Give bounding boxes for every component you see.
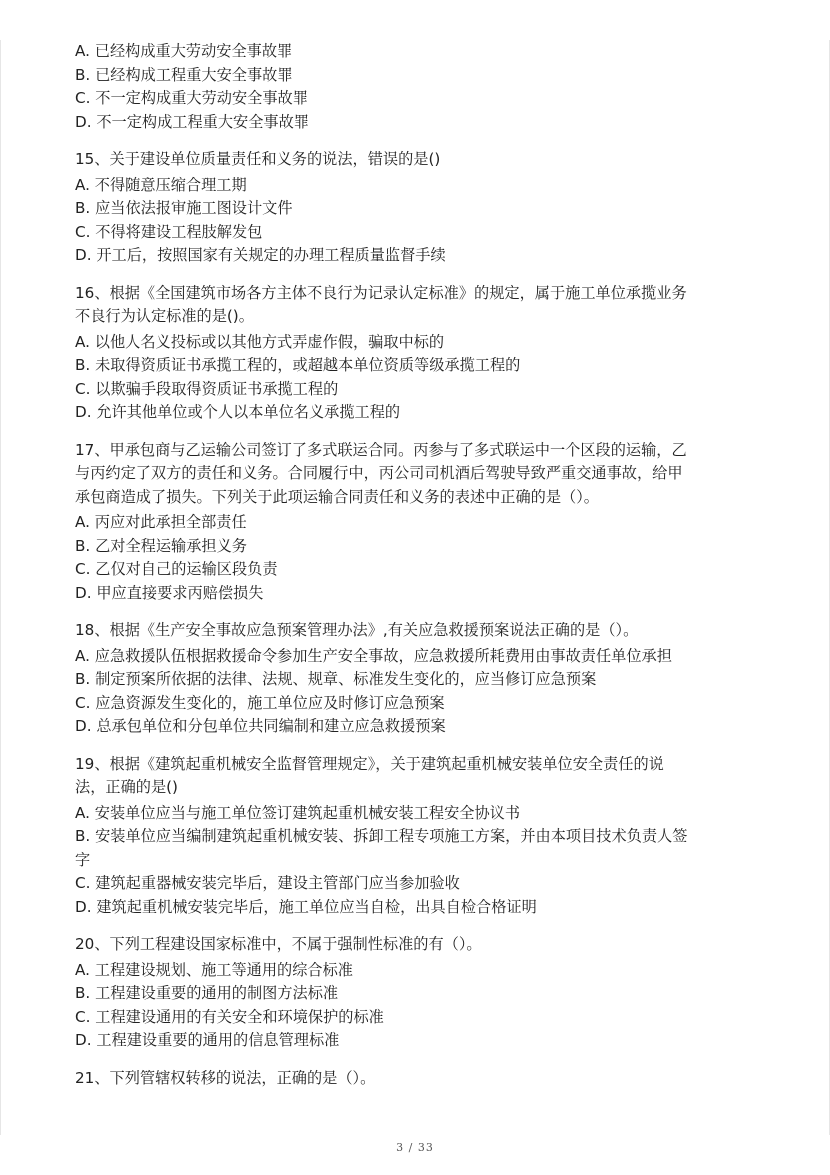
question-stem-line: 承包商造成了损失。下列关于此项运输合同责任和义务的表述中正确的是（）。 xyxy=(75,487,599,506)
option-b: B. 应当依法报审施工图设计文件 xyxy=(75,199,293,217)
option-b-continued: 字 xyxy=(75,850,91,869)
option-b: B. 未取得资质证书承揽工程的，或超越本单位资质等级承揽工程的 xyxy=(75,356,521,374)
option-b: B. 乙对全程运输承担义务 xyxy=(75,536,247,555)
option-d: D. 不一定构成工程重大安全事故罪 xyxy=(75,112,309,131)
question-stem-line: 16、根据《全国建筑市场各方主体不良行为记录认定标准》的规定，属于施工单位承揽业务 xyxy=(75,283,687,302)
question-stem: 21、下列管辖权转移的说法，正确的是（）。 xyxy=(75,1068,376,1087)
page-content xyxy=(75,40,765,1092)
option-b: B. 已经构成工程重大安全事故罪 xyxy=(75,65,293,84)
question-21 xyxy=(75,1067,765,1091)
question-20 xyxy=(75,933,765,1053)
option-c: C. 以欺骗手段取得资质证书承揽工程的 xyxy=(75,379,339,398)
question-16 xyxy=(75,282,765,425)
option-a: A. 不得随意压缩合理工期 xyxy=(75,175,247,194)
option-c: C. 乙仅对自己的运输区段负责 xyxy=(75,560,278,578)
question-15 xyxy=(75,148,765,268)
page-indicator: 3 / 33 xyxy=(396,1141,434,1154)
option-a: A. 丙应对此承担全部责任 xyxy=(75,513,247,531)
question-stem-line: 与丙约定了双方的责任和义务。合同履行中，丙公司司机酒后驾驶导致严重交通事故，给甲 xyxy=(75,464,683,482)
question-19 xyxy=(75,753,765,920)
option-c: C. 应急资源发生变化的，施工单位应及时修订应急预案 xyxy=(75,693,445,712)
question-18 xyxy=(75,619,765,739)
option-a: A. 工程建设规划、施工等通用的综合标准 xyxy=(75,960,353,979)
option-c: C. 不一定构成重大劳动安全事故罪 xyxy=(75,89,308,107)
option-a: A. 以他人名义投标或以其他方式弄虚作假，骗取中标的 xyxy=(75,332,445,351)
option-d: D. 允许其他单位或个人以本单位名义承揽工程的 xyxy=(75,403,401,421)
option-d: D. 甲应直接要求丙赔偿损失 xyxy=(75,583,264,602)
question-stem-line: 不良行为认定标准的是()。 xyxy=(75,307,254,325)
option-c: C. 工程建设通用的有关安全和环境保护的标准 xyxy=(75,1007,384,1026)
option-c: C. 建筑起重器械安装完毕后，建设主管部门应当参加验收 xyxy=(75,874,460,892)
question-stem: 18、根据《生产安全事故应急预案管理办法》,有关应急救援预案说法正确的是（）。 xyxy=(75,621,639,639)
carryover-options xyxy=(75,40,765,134)
option-a: A. 安装单位应当与施工单位签订建筑起重机械安装工程安全协议书 xyxy=(75,803,521,822)
question-stem-line: 17、甲承包商与乙运输公司签订了多式联运合同。丙参与了多式联运中一个区段的运输，乙 xyxy=(75,440,687,459)
option-b: B. 工程建设重要的通用的制图方法标准 xyxy=(75,984,339,1002)
option-d: D. 工程建设重要的通用的信息管理标准 xyxy=(75,1031,340,1049)
option-a: A. 应急救援队伍根据救援命令参加生产安全事故，应急救援所耗费用由事故责任单位承担 xyxy=(75,646,672,665)
option-c: C. 不得将建设工程肢解发包 xyxy=(75,222,263,241)
option-a: A. 已经构成重大劳动安全事故罪 xyxy=(75,42,293,60)
page-left-border xyxy=(0,40,1,1135)
option-d: D. 建筑起重机械安装完毕后，施工单位应当自检，出具自检合格证明 xyxy=(75,897,537,916)
question-17 xyxy=(75,439,765,606)
option-d: D. 总承包单位和分包单位共同编制和建立应急救援预案 xyxy=(75,717,446,735)
question-stem: 20、下列工程建设国家标准中，不属于强制性标准的有（）。 xyxy=(75,935,482,953)
option-d: D. 开工后，按照国家有关规定的办理工程质量监督手续 xyxy=(75,246,446,264)
question-stem-line: 19、根据《建筑起重机械安全监督管理规定》，关于建筑起重机械安装单位安全责任的说 xyxy=(75,754,664,773)
option-b: B. 制定预案所依据的法律、法规、规章、标准发生变化的，应当修订应急预案 xyxy=(75,670,597,688)
question-stem: 15、关于建设单位质量责任和义务的说法，错误的是() xyxy=(75,150,441,168)
question-stem-line: 法，正确的是() xyxy=(75,778,178,796)
option-b: B. 安装单位应当编制建筑起重机械安装、拆卸工程专项施工方案，并由本项目技术负责人签 xyxy=(75,827,688,845)
